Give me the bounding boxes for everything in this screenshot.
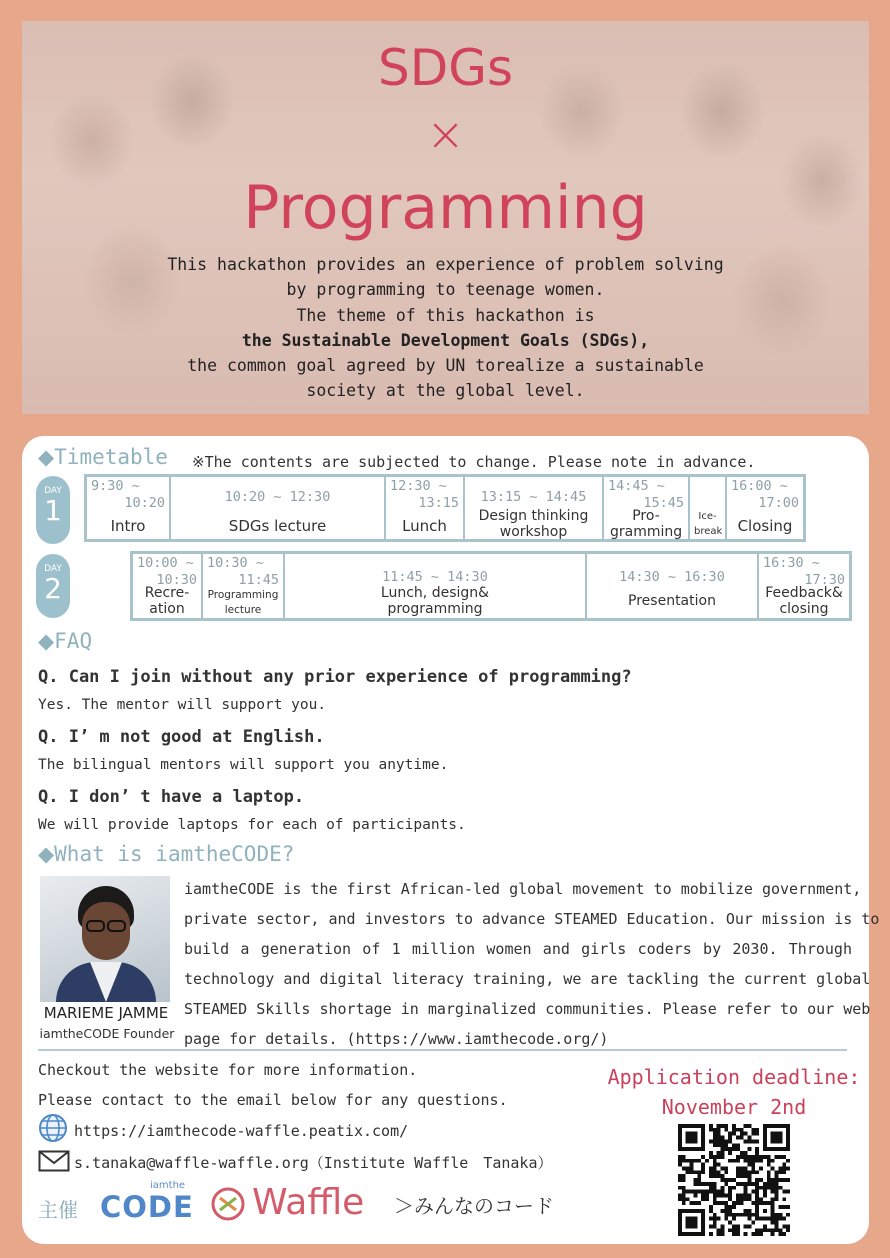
minna-no-code-logo: ＞みんなのコード [394,1194,554,1218]
day1-slot: Ice-break [690,477,727,539]
contact-line: Checkout the website for more information. [38,1061,418,1079]
divider [38,1049,847,1051]
title-sdgs: SDGs [377,39,514,97]
sponsor-label: 主催 [38,1198,78,1222]
iamthecode-logo: iamthe CODE [100,1180,194,1224]
intro-line: the common goal agreed by UN torealize a sustainable [187,356,704,376]
title-times: × [426,107,465,161]
day2-slot: 10:30 ~ 11:45 Programming lecture [203,554,285,618]
hero-banner [22,21,869,414]
day1-slot: 16:00 ~ 17:00 Closing [731,478,799,535]
day2-badge: DAY 2 [36,554,70,618]
intro-line: This hackathon provides an experience of problem solving [167,255,724,274]
contact-line: Please contact to the email below for any questions. [38,1091,508,1109]
diamond-icon: ◆ [38,445,55,469]
day1-slot: 14:45 ~ 15:45 Pro-gramming [604,477,690,539]
globe-icon [38,1113,68,1143]
timetable-heading: ◆Timetable [38,445,168,469]
faq-question: Q. Can I join without any prior experience of programming? [38,667,632,687]
day1-badge: DAY 1 [36,476,70,544]
content-card [22,436,880,1244]
diamond-icon: ◆ [38,842,55,866]
faq-answer: We will provide laptops for each of participants. [38,817,466,833]
founder-name: MARIEME JAMME [43,1004,169,1022]
day1-slot: 12:30 ~ 13:15 Lunch [386,477,465,539]
qr-code[interactable] [678,1124,790,1236]
email-link[interactable]: s.tanaka@waffle-waffle.org（Institute Waffle Tanaka） [74,1154,553,1172]
founder-role: iamtheCODE Founder [39,1026,175,1041]
intro-text [22,252,869,404]
faq-answer: Yes. The mentor will support you. [38,697,327,713]
day2-timetable [130,551,852,621]
day1-slot: 9:30 ~ 10:20 Intro [87,477,171,539]
website-link[interactable]: https://iamthecode-waffle.peatix.com/ [74,1122,409,1140]
day2-slot: 14:30 ~ 16:30 Presentation [587,554,759,618]
day1-timetable [84,474,806,542]
intro-line: by programming to teenage women. [286,280,605,300]
title-programming: Programming [243,173,648,243]
intro-line: The theme of this hackathon is [296,305,595,325]
day2-slot: 10:00 ~ 10:30 Recre-ation [133,554,203,618]
about-heading: ◆What is iamtheCODE? [38,842,295,866]
waffle-logo: Waffle [208,1182,388,1226]
intro-line: society at the global level. [306,381,585,401]
timetable-note: ※The contents are subjected to change. Please note in advance. [192,453,756,471]
faq-question: Q. I’ m not good at English. [38,727,325,747]
about-text: iamtheCODE is the first African-led global movement to mobilize government, private sector, and investors to advance STEAMED Education. Our mission is to build a generation of 1 million women and girls coders by 2030. Through technology and digital literacy training, we are tackling the current global STEAMED Skills shortage in marginalized communities. Please refer to our web page for details. (https://www.iamthecode.org/) [184,880,880,1048]
day2-slot: 16:30 ~ 17:30 Feedback& closing [763,555,845,617]
faq-heading: ◆FAQ [38,629,93,653]
waffle-mark-icon [208,1186,248,1222]
founder-photo [40,876,170,1002]
day1-slot: 10:20 ~ 12:30 SDGs lecture [171,477,386,539]
diamond-icon: ◆ [38,629,55,653]
day1-slot: 13:15 ~ 14:45 Design thinking workshop [465,477,604,539]
mail-icon [38,1150,70,1172]
intro-line-bold: the Sustainable Development Goals (SDGs), [241,330,650,350]
day2-slot: 11:45 ~ 14:30 Lunch, design& programming [285,554,587,618]
faq-answer: The bilingual mentors will support you anytime. [38,757,449,773]
application-deadline: Application deadline: November 2nd [607,1065,861,1119]
faq-question: Q. I don’ t have a laptop. [38,787,305,807]
